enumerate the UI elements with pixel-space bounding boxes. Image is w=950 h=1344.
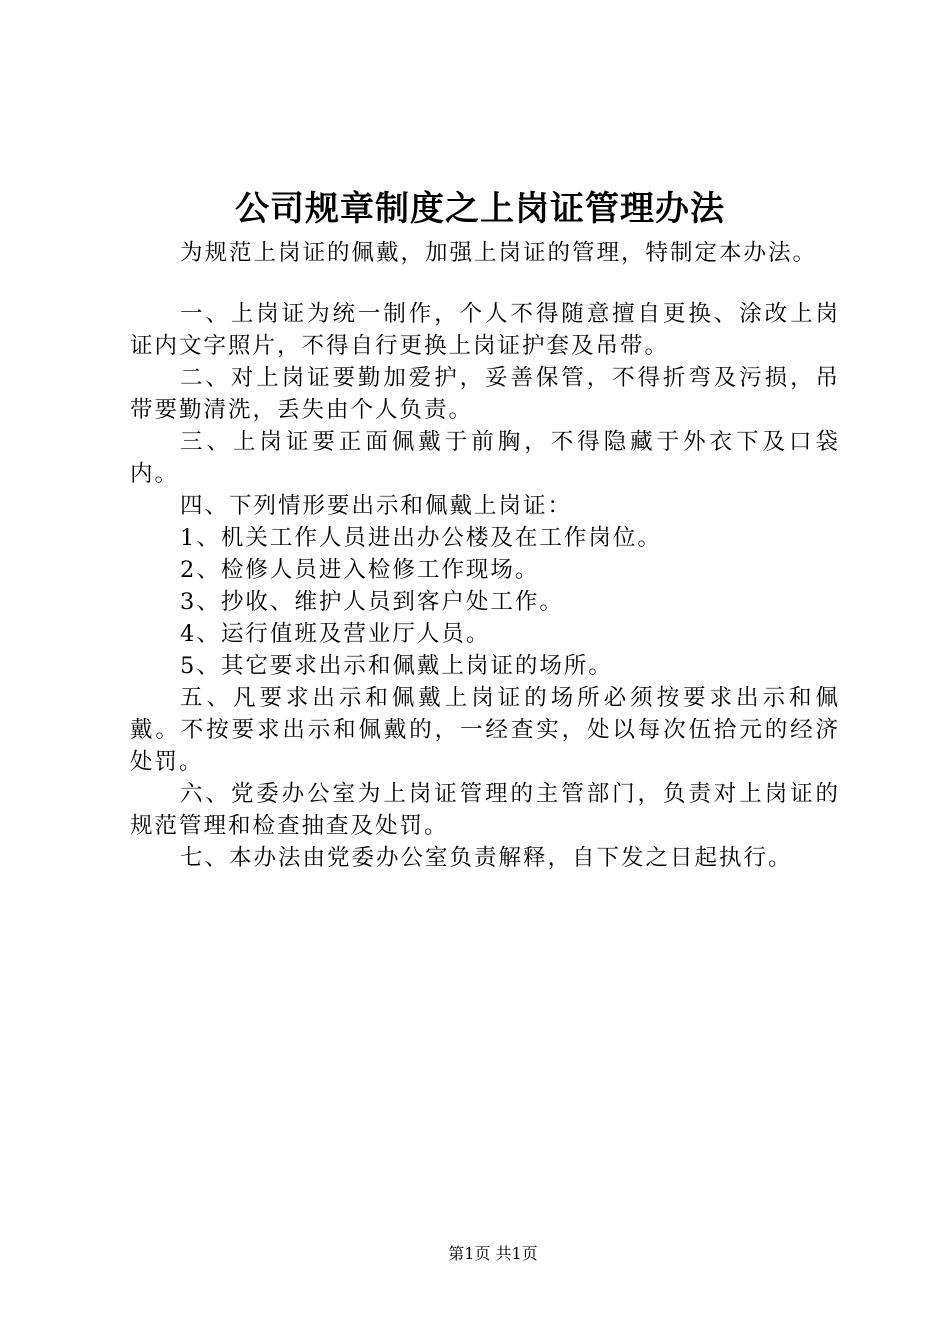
clause-4-item-1: 1、机关工作人员进出办公楼及在工作岗位。 [180,525,662,551]
clause-7: 七、本办法由党委办公室负责解释，自下发之日起执行。 [180,845,793,871]
clause-4-item-4: 4、运行值班及营业厅人员。 [180,621,491,647]
intro-paragraph: 为规范上岗证的佩戴，加强上岗证的管理，特制定本办法。 [180,240,818,266]
page-footer: 第1页 共1页 [448,1244,538,1263]
clause-4-item-2: 2、检修人员进入检修工作现场。 [180,557,540,583]
clause-4-item-3: 3、抄收、维护人员到客户处工作。 [180,589,564,615]
document-body [130,298,840,874]
clause-4: 四、下列情形要出示和佩戴上岗证： [180,493,573,519]
clause-3: 三、上岗证要正面佩戴于前胸，不得隐藏于外衣下及口袋内。 [130,429,840,487]
clause-1: 一、上岗证为统一制作，个人不得随意擅自更换、涂改上岗证内文字照片，不得自行更换上岗证护套及吊带。 [130,301,840,359]
clause-5: 五、凡要求出示和佩戴上岗证的场所必须按要求出示和佩戴。不按要求出示和佩戴的，一经查实，处以每次伍拾元的经济处罚。 [130,685,840,775]
document-title: 公司规章制度之上岗证管理办法 [235,189,725,229]
clause-6: 六、党委办公室为上岗证管理的主管部门，负责对上岗证的规范管理和检查抽查及处罚。 [130,781,840,839]
clause-4-item-5: 5、其它要求出示和佩戴上岗证的场所。 [180,653,613,679]
clause-2: 二、对上岗证要勤加爱护，妥善保管，不得折弯及污损，吊带要勤清洗，丢失由个人负责。 [130,365,840,423]
